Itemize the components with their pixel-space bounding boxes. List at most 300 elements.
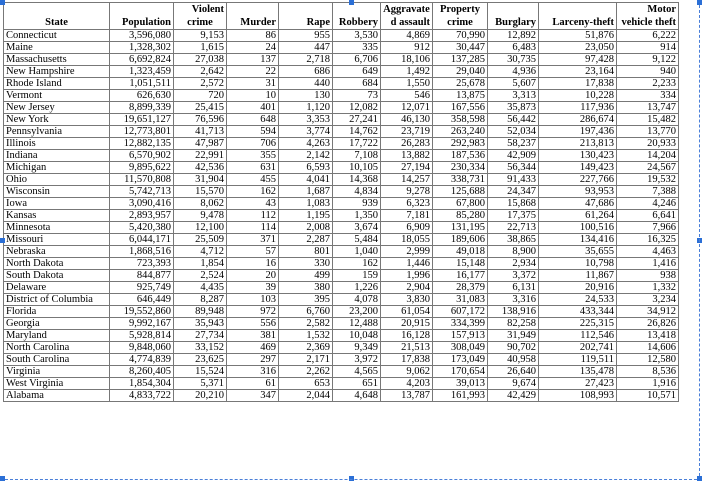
state-name-cell[interactable]: Wisconsin [4, 186, 110, 198]
cell-robbery[interactable]: 162 [333, 258, 381, 270]
cell-burglary[interactable]: 56,344 [488, 162, 539, 174]
column-header-robbery[interactable]: Robbery [333, 16, 381, 30]
cell-robbery[interactable]: 14,368 [333, 174, 381, 186]
cell-murder[interactable]: 114 [227, 222, 279, 234]
cell-assault[interactable]: 14,257 [381, 174, 433, 186]
cell-robbery[interactable]: 4,078 [333, 294, 381, 306]
cell-assault[interactable]: 1,492 [381, 66, 433, 78]
cell-assault[interactable]: 2,999 [381, 246, 433, 258]
cell-burglary[interactable]: 9,674 [488, 378, 539, 390]
cell-violent[interactable]: 1,854 [174, 258, 227, 270]
cell-violent[interactable]: 41,713 [174, 126, 227, 138]
cell-motor[interactable]: 34,912 [617, 306, 679, 318]
cell-assault[interactable]: 13,882 [381, 150, 433, 162]
cell-population[interactable]: 2,893,957 [110, 210, 174, 222]
cell-property[interactable]: 25,678 [433, 78, 488, 90]
column-header-burglary-line1[interactable] [488, 3, 539, 17]
cell-larceny[interactable]: 135,478 [539, 366, 617, 378]
cell-population[interactable]: 4,774,839 [110, 354, 174, 366]
cell-burglary[interactable]: 91,433 [488, 174, 539, 186]
cell-burglary[interactable]: 8,900 [488, 246, 539, 258]
cell-population[interactable]: 8,899,339 [110, 102, 174, 114]
cell-assault[interactable]: 1,446 [381, 258, 433, 270]
cell-rape[interactable]: 1,083 [279, 198, 333, 210]
cell-larceny[interactable]: 119,511 [539, 354, 617, 366]
cell-assault[interactable]: 1,550 [381, 78, 433, 90]
state-name-cell[interactable]: Pennsylvania [4, 126, 110, 138]
cell-violent[interactable]: 27,734 [174, 330, 227, 342]
cell-motor[interactable]: 16,325 [617, 234, 679, 246]
cell-larceny[interactable]: 20,916 [539, 282, 617, 294]
cell-larceny[interactable]: 47,686 [539, 198, 617, 210]
cell-population[interactable]: 1,323,459 [110, 66, 174, 78]
cell-population[interactable]: 844,877 [110, 270, 174, 282]
state-name-cell[interactable]: New Hampshire [4, 66, 110, 78]
cell-assault[interactable]: 12,071 [381, 102, 433, 114]
cell-violent[interactable]: 12,100 [174, 222, 227, 234]
cell-assault[interactable]: 9,062 [381, 366, 433, 378]
column-header-state-line1[interactable] [4, 3, 110, 17]
column-header-violent-line1[interactable]: Violent [174, 3, 227, 17]
state-name-cell[interactable]: Maryland [4, 330, 110, 342]
cell-violent[interactable]: 9,153 [174, 30, 227, 42]
cell-property[interactable]: 167,556 [433, 102, 488, 114]
cell-murder[interactable]: 162 [227, 186, 279, 198]
cell-robbery[interactable]: 3,972 [333, 354, 381, 366]
cell-robbery[interactable]: 3,530 [333, 30, 381, 42]
state-name-cell[interactable]: Iowa [4, 198, 110, 210]
cell-robbery[interactable]: 7,108 [333, 150, 381, 162]
cell-assault[interactable]: 61,054 [381, 306, 433, 318]
state-name-cell[interactable]: Minnesota [4, 222, 110, 234]
cell-robbery[interactable]: 10,048 [333, 330, 381, 342]
cell-assault[interactable]: 4,203 [381, 378, 433, 390]
cell-murder[interactable]: 469 [227, 342, 279, 354]
cell-larceny[interactable]: 23,050 [539, 42, 617, 54]
state-name-cell[interactable]: Illinois [4, 138, 110, 150]
cell-burglary[interactable]: 82,258 [488, 318, 539, 330]
cell-violent[interactable]: 76,596 [174, 114, 227, 126]
cell-rape[interactable]: 380 [279, 282, 333, 294]
cell-burglary[interactable]: 22,713 [488, 222, 539, 234]
cell-assault[interactable]: 4,869 [381, 30, 433, 42]
cell-motor[interactable]: 334 [617, 90, 679, 102]
cell-motor[interactable]: 2,233 [617, 78, 679, 90]
cell-motor[interactable]: 1,916 [617, 378, 679, 390]
cell-assault[interactable]: 17,838 [381, 354, 433, 366]
cell-robbery[interactable]: 12,082 [333, 102, 381, 114]
state-name-cell[interactable]: Michigan [4, 162, 110, 174]
cell-property[interactable]: 39,013 [433, 378, 488, 390]
cell-larceny[interactable]: 11,867 [539, 270, 617, 282]
cell-murder[interactable]: 297 [227, 354, 279, 366]
cell-murder[interactable]: 112 [227, 210, 279, 222]
cell-motor[interactable]: 19,532 [617, 174, 679, 186]
cell-larceny[interactable]: 149,423 [539, 162, 617, 174]
cell-burglary[interactable]: 56,442 [488, 114, 539, 126]
cell-burglary[interactable]: 5,607 [488, 78, 539, 90]
cell-population[interactable]: 9,848,060 [110, 342, 174, 354]
cell-rape[interactable]: 330 [279, 258, 333, 270]
cell-property[interactable]: 29,040 [433, 66, 488, 78]
cell-robbery[interactable]: 1,040 [333, 246, 381, 258]
cell-violent[interactable]: 47,987 [174, 138, 227, 150]
cell-robbery[interactable]: 335 [333, 42, 381, 54]
selection-handle-bottom-right[interactable] [697, 476, 702, 481]
cell-assault[interactable]: 912 [381, 42, 433, 54]
cell-rape[interactable]: 2,287 [279, 234, 333, 246]
cell-murder[interactable]: 16 [227, 258, 279, 270]
cell-population[interactable]: 12,882,135 [110, 138, 174, 150]
cell-violent[interactable]: 8,062 [174, 198, 227, 210]
cell-population[interactable]: 3,090,416 [110, 198, 174, 210]
cell-larceny[interactable]: 10,228 [539, 90, 617, 102]
cell-violent[interactable]: 4,712 [174, 246, 227, 258]
cell-robbery[interactable]: 649 [333, 66, 381, 78]
cell-burglary[interactable]: 6,131 [488, 282, 539, 294]
cell-assault[interactable]: 1,996 [381, 270, 433, 282]
cell-larceny[interactable]: 227,766 [539, 174, 617, 186]
cell-murder[interactable]: 22 [227, 66, 279, 78]
column-header-violent[interactable]: crime [174, 16, 227, 30]
cell-larceny[interactable]: 61,264 [539, 210, 617, 222]
column-header-larceny[interactable]: Larceny-theft [539, 16, 617, 30]
cell-property[interactable]: 170,654 [433, 366, 488, 378]
cell-property[interactable]: 187,536 [433, 150, 488, 162]
cell-murder[interactable]: 20 [227, 270, 279, 282]
cell-assault[interactable]: 7,181 [381, 210, 433, 222]
cell-larceny[interactable]: 202,741 [539, 342, 617, 354]
cell-rape[interactable]: 2,008 [279, 222, 333, 234]
cell-murder[interactable]: 556 [227, 318, 279, 330]
cell-population[interactable]: 11,570,808 [110, 174, 174, 186]
cell-burglary[interactable]: 42,429 [488, 390, 539, 402]
cell-larceny[interactable]: 197,436 [539, 126, 617, 138]
state-name-cell[interactable]: West Virginia [4, 378, 110, 390]
cell-assault[interactable]: 546 [381, 90, 433, 102]
cell-violent[interactable]: 42,536 [174, 162, 227, 174]
column-header-motor-line1[interactable]: Motor [617, 3, 679, 17]
cell-assault[interactable]: 16,128 [381, 330, 433, 342]
cell-property[interactable]: 13,875 [433, 90, 488, 102]
cell-property[interactable]: 16,177 [433, 270, 488, 282]
cell-population[interactable]: 5,420,380 [110, 222, 174, 234]
column-header-property-line1[interactable]: Property [433, 3, 488, 17]
column-header-property[interactable]: crime [433, 16, 488, 30]
state-name-cell[interactable]: North Carolina [4, 342, 110, 354]
cell-property[interactable]: 292,983 [433, 138, 488, 150]
cell-robbery[interactable]: 23,200 [333, 306, 381, 318]
cell-murder[interactable]: 103 [227, 294, 279, 306]
cell-property[interactable]: 70,990 [433, 30, 488, 42]
state-name-cell[interactable]: Missouri [4, 234, 110, 246]
cell-larceny[interactable]: 17,838 [539, 78, 617, 90]
cell-robbery[interactable]: 3,674 [333, 222, 381, 234]
cell-burglary[interactable]: 26,640 [488, 366, 539, 378]
column-header-rape[interactable]: Rape [279, 16, 333, 30]
cell-murder[interactable]: 455 [227, 174, 279, 186]
cell-assault[interactable]: 6,909 [381, 222, 433, 234]
cell-violent[interactable]: 1,615 [174, 42, 227, 54]
cell-assault[interactable]: 18,106 [381, 54, 433, 66]
cell-burglary[interactable]: 3,316 [488, 294, 539, 306]
cell-rape[interactable]: 2,718 [279, 54, 333, 66]
column-header-population[interactable]: Population [110, 16, 174, 30]
cell-larceny[interactable]: 100,516 [539, 222, 617, 234]
cell-population[interactable]: 1,868,516 [110, 246, 174, 258]
column-header-murder-line1[interactable] [227, 3, 279, 17]
cell-robbery[interactable]: 651 [333, 378, 381, 390]
cell-property[interactable]: 15,148 [433, 258, 488, 270]
cell-murder[interactable]: 10 [227, 90, 279, 102]
cell-property[interactable]: 49,018 [433, 246, 488, 258]
cell-motor[interactable]: 6,641 [617, 210, 679, 222]
cell-population[interactable]: 19,552,860 [110, 306, 174, 318]
cell-burglary[interactable]: 35,873 [488, 102, 539, 114]
cell-robbery[interactable]: 9,349 [333, 342, 381, 354]
cell-property[interactable]: 125,688 [433, 186, 488, 198]
cell-violent[interactable]: 8,287 [174, 294, 227, 306]
cell-robbery[interactable]: 1,350 [333, 210, 381, 222]
cell-assault[interactable]: 6,323 [381, 198, 433, 210]
cell-rape[interactable]: 4,041 [279, 174, 333, 186]
cell-murder[interactable]: 355 [227, 150, 279, 162]
cell-larceny[interactable]: 24,533 [539, 294, 617, 306]
cell-motor[interactable]: 4,246 [617, 198, 679, 210]
state-name-cell[interactable]: Kansas [4, 210, 110, 222]
cell-motor[interactable]: 13,747 [617, 102, 679, 114]
cell-property[interactable]: 334,399 [433, 318, 488, 330]
cell-rape[interactable]: 6,593 [279, 162, 333, 174]
cell-murder[interactable]: 137 [227, 54, 279, 66]
cell-rape[interactable]: 1,532 [279, 330, 333, 342]
cell-assault[interactable]: 27,194 [381, 162, 433, 174]
cell-motor[interactable]: 26,826 [617, 318, 679, 330]
cell-property[interactable]: 230,334 [433, 162, 488, 174]
cell-property[interactable]: 67,800 [433, 198, 488, 210]
cell-motor[interactable]: 1,416 [617, 258, 679, 270]
cell-population[interactable]: 5,928,814 [110, 330, 174, 342]
cell-assault[interactable]: 20,915 [381, 318, 433, 330]
cell-motor[interactable]: 914 [617, 42, 679, 54]
cell-burglary[interactable]: 2,934 [488, 258, 539, 270]
cell-rape[interactable]: 955 [279, 30, 333, 42]
cell-rape[interactable]: 1,120 [279, 102, 333, 114]
cell-burglary[interactable]: 6,483 [488, 42, 539, 54]
cell-motor[interactable]: 10,571 [617, 390, 679, 402]
cell-burglary[interactable]: 31,949 [488, 330, 539, 342]
cell-violent[interactable]: 25,509 [174, 234, 227, 246]
cell-motor[interactable]: 9,122 [617, 54, 679, 66]
cell-rape[interactable]: 686 [279, 66, 333, 78]
cell-burglary[interactable]: 30,735 [488, 54, 539, 66]
cell-rape[interactable]: 499 [279, 270, 333, 282]
cell-property[interactable]: 131,195 [433, 222, 488, 234]
cell-murder[interactable]: 972 [227, 306, 279, 318]
cell-larceny[interactable]: 97,428 [539, 54, 617, 66]
cell-murder[interactable]: 24 [227, 42, 279, 54]
cell-larceny[interactable]: 117,936 [539, 102, 617, 114]
column-header-motor[interactable]: vehicle theft [617, 16, 679, 30]
cell-larceny[interactable]: 225,315 [539, 318, 617, 330]
cell-population[interactable]: 4,833,722 [110, 390, 174, 402]
cell-murder[interactable]: 594 [227, 126, 279, 138]
state-name-cell[interactable]: Georgia [4, 318, 110, 330]
cell-larceny[interactable]: 10,798 [539, 258, 617, 270]
state-name-cell[interactable]: South Carolina [4, 354, 110, 366]
cell-murder[interactable]: 31 [227, 78, 279, 90]
cell-robbery[interactable]: 12,488 [333, 318, 381, 330]
cell-violent[interactable]: 89,948 [174, 306, 227, 318]
cell-violent[interactable]: 720 [174, 90, 227, 102]
cell-motor[interactable]: 24,567 [617, 162, 679, 174]
cell-motor[interactable]: 20,933 [617, 138, 679, 150]
cell-property[interactable]: 173,049 [433, 354, 488, 366]
cell-larceny[interactable]: 93,953 [539, 186, 617, 198]
cell-property[interactable]: 358,598 [433, 114, 488, 126]
cell-motor[interactable]: 1,332 [617, 282, 679, 294]
cell-property[interactable]: 189,606 [433, 234, 488, 246]
cell-larceny[interactable]: 130,423 [539, 150, 617, 162]
state-name-cell[interactable]: Nebraska [4, 246, 110, 258]
cell-larceny[interactable]: 112,546 [539, 330, 617, 342]
cell-rape[interactable]: 447 [279, 42, 333, 54]
cell-property[interactable]: 308,049 [433, 342, 488, 354]
state-name-cell[interactable]: Virginia [4, 366, 110, 378]
cell-property[interactable]: 263,240 [433, 126, 488, 138]
cell-rape[interactable]: 2,044 [279, 390, 333, 402]
cell-violent[interactable]: 9,478 [174, 210, 227, 222]
cell-burglary[interactable]: 52,034 [488, 126, 539, 138]
state-name-cell[interactable]: Maine [4, 42, 110, 54]
selection-handle-top-middle[interactable] [349, 0, 354, 5]
cell-larceny[interactable]: 23,164 [539, 66, 617, 78]
cell-population[interactable]: 9,992,167 [110, 318, 174, 330]
cell-population[interactable]: 6,044,171 [110, 234, 174, 246]
cell-violent[interactable]: 20,210 [174, 390, 227, 402]
cell-violent[interactable]: 15,524 [174, 366, 227, 378]
cell-robbery[interactable]: 684 [333, 78, 381, 90]
state-name-cell[interactable]: Connecticut [4, 30, 110, 42]
cell-murder[interactable]: 648 [227, 114, 279, 126]
cell-population[interactable]: 3,596,080 [110, 30, 174, 42]
cell-rape[interactable]: 440 [279, 78, 333, 90]
cell-violent[interactable]: 2,572 [174, 78, 227, 90]
cell-motor[interactable]: 3,234 [617, 294, 679, 306]
cell-murder[interactable]: 316 [227, 366, 279, 378]
cell-larceny[interactable]: 51,876 [539, 30, 617, 42]
cell-burglary[interactable]: 40,958 [488, 354, 539, 366]
cell-violent[interactable]: 4,435 [174, 282, 227, 294]
state-name-cell[interactable]: Delaware [4, 282, 110, 294]
cell-motor[interactable]: 938 [617, 270, 679, 282]
cell-rape[interactable]: 2,369 [279, 342, 333, 354]
cell-assault[interactable]: 9,278 [381, 186, 433, 198]
cell-larceny[interactable]: 286,674 [539, 114, 617, 126]
state-name-cell[interactable]: Ohio [4, 174, 110, 186]
cell-rape[interactable]: 4,263 [279, 138, 333, 150]
cell-rape[interactable]: 130 [279, 90, 333, 102]
cell-larceny[interactable]: 213,813 [539, 138, 617, 150]
cell-population[interactable]: 8,260,405 [110, 366, 174, 378]
selection-handle-top-left[interactable] [0, 0, 5, 5]
cell-property[interactable]: 157,913 [433, 330, 488, 342]
cell-murder[interactable]: 57 [227, 246, 279, 258]
cell-property[interactable]: 137,285 [433, 54, 488, 66]
cell-burglary[interactable]: 17,375 [488, 210, 539, 222]
cell-motor[interactable]: 940 [617, 66, 679, 78]
cell-robbery[interactable]: 14,762 [333, 126, 381, 138]
cell-rape[interactable]: 395 [279, 294, 333, 306]
cell-murder[interactable]: 631 [227, 162, 279, 174]
cell-assault[interactable]: 46,130 [381, 114, 433, 126]
cell-assault[interactable]: 13,787 [381, 390, 433, 402]
cell-burglary[interactable]: 58,237 [488, 138, 539, 150]
state-name-cell[interactable]: Indiana [4, 150, 110, 162]
state-name-cell[interactable]: North Dakota [4, 258, 110, 270]
cell-motor[interactable]: 7,388 [617, 186, 679, 198]
cell-motor[interactable]: 6,222 [617, 30, 679, 42]
cell-rape[interactable]: 3,774 [279, 126, 333, 138]
cell-population[interactable]: 925,749 [110, 282, 174, 294]
cell-rape[interactable]: 1,687 [279, 186, 333, 198]
cell-burglary[interactable]: 24,347 [488, 186, 539, 198]
column-header-larceny-line1[interactable] [539, 3, 617, 17]
cell-burglary[interactable]: 38,865 [488, 234, 539, 246]
cell-violent[interactable]: 2,642 [174, 66, 227, 78]
cell-robbery[interactable]: 6,706 [333, 54, 381, 66]
cell-property[interactable]: 338,731 [433, 174, 488, 186]
cell-violent[interactable]: 35,943 [174, 318, 227, 330]
state-name-cell[interactable]: Massachusetts [4, 54, 110, 66]
cell-violent[interactable]: 2,524 [174, 270, 227, 282]
cell-robbery[interactable]: 4,648 [333, 390, 381, 402]
cell-robbery[interactable]: 17,722 [333, 138, 381, 150]
cell-motor[interactable]: 12,580 [617, 354, 679, 366]
cell-violent[interactable]: 25,415 [174, 102, 227, 114]
cell-violent[interactable]: 27,038 [174, 54, 227, 66]
cell-larceny[interactable]: 134,416 [539, 234, 617, 246]
cell-larceny[interactable]: 35,655 [539, 246, 617, 258]
cell-population[interactable]: 1,051,511 [110, 78, 174, 90]
cell-motor[interactable]: 14,204 [617, 150, 679, 162]
cell-assault[interactable]: 3,830 [381, 294, 433, 306]
cell-rape[interactable]: 1,195 [279, 210, 333, 222]
cell-burglary[interactable]: 3,372 [488, 270, 539, 282]
cell-robbery[interactable]: 27,241 [333, 114, 381, 126]
cell-motor[interactable]: 4,463 [617, 246, 679, 258]
cell-violent[interactable]: 23,625 [174, 354, 227, 366]
cell-population[interactable]: 9,895,622 [110, 162, 174, 174]
cell-robbery[interactable]: 1,226 [333, 282, 381, 294]
cell-robbery[interactable]: 939 [333, 198, 381, 210]
cell-population[interactable]: 5,742,713 [110, 186, 174, 198]
cell-burglary[interactable]: 42,909 [488, 150, 539, 162]
state-name-cell[interactable]: Florida [4, 306, 110, 318]
cell-population[interactable]: 6,692,824 [110, 54, 174, 66]
state-name-cell[interactable]: Alabama [4, 390, 110, 402]
cell-property[interactable]: 28,379 [433, 282, 488, 294]
cell-murder[interactable]: 381 [227, 330, 279, 342]
state-name-cell[interactable]: District of Columbia [4, 294, 110, 306]
column-header-assault[interactable]: d assault [381, 16, 433, 30]
cell-population[interactable]: 6,570,902 [110, 150, 174, 162]
cell-burglary[interactable]: 90,702 [488, 342, 539, 354]
cell-burglary[interactable]: 3,313 [488, 90, 539, 102]
cell-robbery[interactable]: 159 [333, 270, 381, 282]
cell-rape[interactable]: 6,760 [279, 306, 333, 318]
cell-rape[interactable]: 2,171 [279, 354, 333, 366]
